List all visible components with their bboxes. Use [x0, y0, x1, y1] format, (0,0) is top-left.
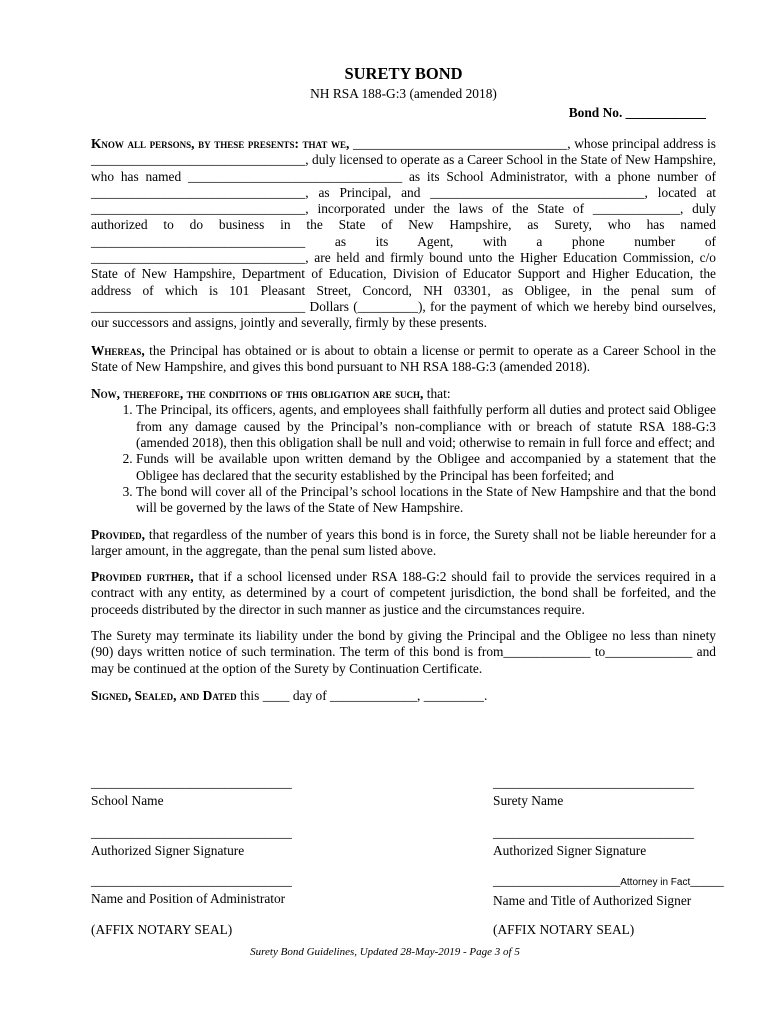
paragraph-text: that: — [423, 386, 451, 402]
paragraph-provided-further — [91, 569, 716, 618]
signature-line[interactable]: ______________________________ — [91, 873, 292, 888]
line-prefix: ___________________ — [493, 873, 621, 888]
signature-line[interactable]: ______________________________ — [493, 775, 694, 790]
paragraph-lead: Now, therefore, the conditions of this obligation are such, — [91, 386, 424, 402]
authorized-signer-signature-label: Authorized Signer Signature — [91, 843, 245, 858]
paragraph-lead: Whereas, — [91, 342, 145, 358]
paragraph-know-all-persons — [91, 136, 716, 332]
signature-block-school-signer — [91, 826, 311, 859]
line-suffix: _____ — [690, 873, 724, 888]
paragraph-signed-sealed — [91, 688, 716, 704]
signature-line[interactable]: ______________________________ — [91, 775, 292, 790]
paragraph-lead: Provided further, — [91, 569, 194, 585]
signature-line[interactable]: ______________________________ — [493, 825, 694, 840]
signature-line[interactable]: ______________________________ — [91, 825, 292, 840]
signer-name-title-label: Name and Title of Authorized Signer — [493, 893, 692, 908]
paragraph-now-therefore — [91, 386, 716, 402]
signature-block-administrator — [91, 874, 311, 907]
page-footer: Surety Bond Guidelines, Updated 28-May-2019 - Page 3 of 5 — [250, 946, 520, 958]
paragraph-lead: Signed, Sealed, and Dated — [91, 687, 237, 703]
authorized-signer-signature-label: Authorized Signer Signature — [493, 843, 647, 858]
signature-block-surety-signer — [493, 826, 713, 859]
list-item: 3. The bond will cover all of the Principal’s school locations in the State of New Hampshire and that the bond will be governed by the laws of the State of New Hampshire. — [136, 484, 716, 517]
document-subtitle: NH RSA 188-G:3 (amended 2018) — [310, 86, 497, 101]
signature-block-surety-name — [493, 776, 713, 809]
notary-seal-left — [91, 919, 311, 938]
document-title: SURETY BOND — [344, 64, 463, 83]
paragraph-text: this ____ day of _____________, _________. — [236, 687, 488, 703]
paragraph-text: the Principal has obtained or is about to obtain a license or permit to operate as a Career School in the State of New Hampshire, and gives this bond pursuant to NH RSA 188-G:3 (amended 2018). — [91, 342, 716, 374]
attorney-in-fact-line[interactable] — [493, 873, 724, 890]
affix-notary-seal-label: (AFFIX NOTARY SEAL) — [91, 922, 233, 937]
affix-notary-seal-label: (AFFIX NOTARY SEAL) — [493, 922, 635, 937]
list-item: 1. The Principal, its officers, agents, and employees shall faithfully perform all duties and protect said Obligee from any damage caused by the Principal’s non-compliance with or breach of statute RSA 188-G:3 (amended 2018), then this obligation shall be null and void; otherwise to remain in full force and effect; and — [136, 402, 716, 451]
bond-number: Bond No. ____________ — [568, 105, 706, 120]
paragraph-text: that if a school licensed under RSA 188-G:2 should fail to provide the services required in a contract with any entity, as determined by a court of competent jurisdiction, the bond shall be forfeited, and the proceeds distributed by the director in such manner as justice and the circumstances require. — [91, 569, 716, 617]
attorney-in-fact-label: Attorney in Fact — [620, 877, 691, 888]
paragraph-text: ________________________________, whose principal address is ________________________________, duly licensed to operate as a Career School in the State of New Hampshire, who has named ________________________________ as its School Administrator, with a phone number of ________________________________, as Principal, and ________________________________, located at ________________________________, incorporated under the laws of the State of _____________, duly authorized to do business in the State of New Hampshire, as Surety, who has named ________________________________ as its Agent, with a phone number of ________________________________, are held and firmly bound unto the Higher Education Commission, c/o State of New Hampshire, Department of Education, Division of Educator Support and Higher Education, the address of which is 101 Pleasant Street, Concord, NH 03301, as Obligee, in the penal sum of ________________________________ Dollars (_________), for the payment of which we hereby bind ourselves, our successors and assigns, jointly and severally, firmly by these presents. — [91, 136, 716, 331]
signature-block-school-name — [91, 776, 311, 809]
document-body — [91, 64, 716, 704]
list-item: 2. Funds will be available upon written demand by the Obligee and accompanied by a statement that the Obligee has declared that the security established by the Principal has been forfeited; and — [136, 451, 716, 484]
paragraph-text: that regardless of the number of years this bond is in force, the Surety shall not be liable hereunder for a larger amount, in the aggregate, than the penal sum listed above. — [91, 526, 716, 558]
notary-seal-right — [493, 919, 713, 938]
surety-name-label: Surety Name — [493, 793, 564, 808]
paragraph-provided — [91, 527, 716, 560]
paragraph-whereas — [91, 343, 716, 376]
paragraph-lead: Provided, — [91, 526, 146, 542]
school-name-label: School Name — [91, 793, 164, 808]
paragraph-lead: Know all persons, by these presents: that we, — [91, 136, 350, 151]
paragraph-termination: The Surety may terminate its liability under the bond by giving the Principal and the Obligee no less than ninety (90) days written notice of such termination. The term of this bond is from_____________ to_____________ and may be continued at the option of the Surety by Continuation Certificate. — [91, 628, 716, 676]
conditions-list — [91, 402, 716, 516]
signature-block-attorney-in-fact — [493, 873, 724, 909]
administrator-name-label: Name and Position of Administrator — [91, 891, 286, 906]
